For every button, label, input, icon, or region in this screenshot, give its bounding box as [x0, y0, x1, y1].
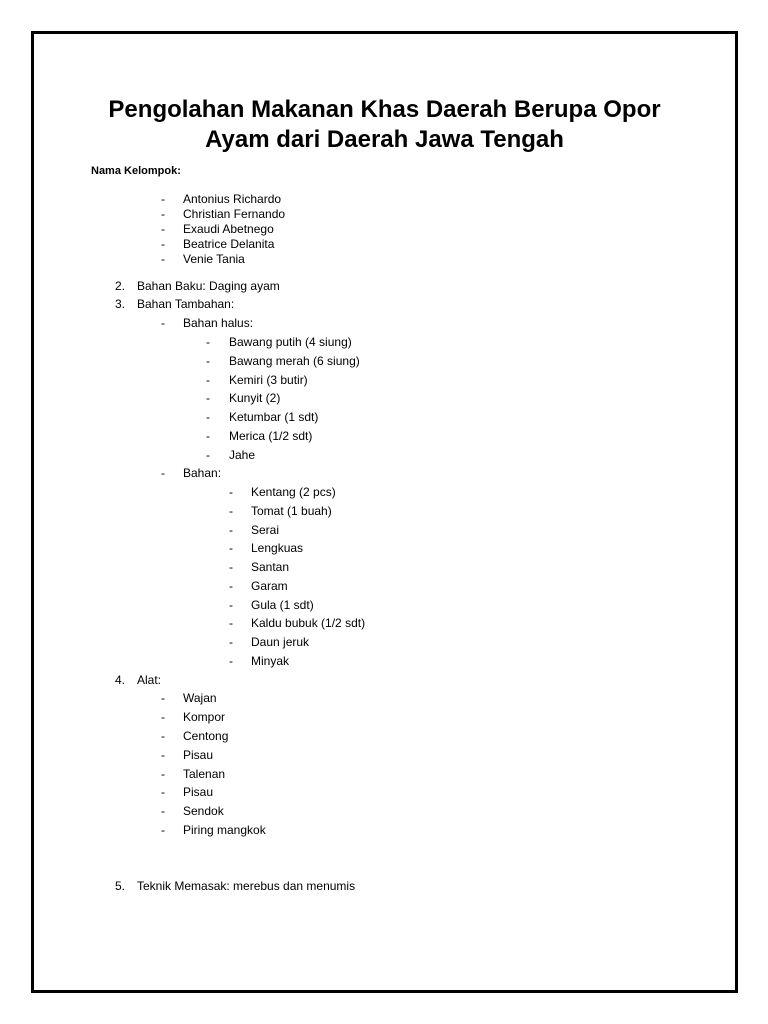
bullet-dash: -: [161, 804, 165, 818]
bullet-dash: -: [161, 316, 165, 330]
bullet-dash: -: [161, 691, 165, 705]
bullet-dash: -: [161, 252, 165, 266]
bullet-dash: -: [206, 354, 210, 368]
sub-heading-label: Bahan halus:: [183, 316, 254, 330]
bullet-dash: -: [229, 654, 233, 668]
bullet-dash: -: [229, 635, 233, 649]
item-number: 5.: [115, 879, 126, 893]
tool-text: Wajan: [183, 691, 217, 705]
bullet-dash: -: [229, 485, 233, 499]
bullet-dash: -: [229, 523, 233, 537]
tool-text: Pisau: [183, 748, 214, 762]
bullet-dash: -: [206, 429, 210, 443]
document-page: [31, 31, 738, 993]
bullet-dash: -: [161, 729, 165, 743]
ingredient-text: Minyak: [251, 654, 290, 668]
bullet-dash: -: [161, 748, 165, 762]
bullet-dash: -: [161, 823, 165, 837]
item-text: Bahan Tambahan:: [137, 297, 235, 311]
bullet-dash: -: [161, 767, 165, 781]
ingredient-text: Merica (1/2 sdt): [229, 429, 313, 443]
bullet-dash: -: [206, 391, 210, 405]
bullet-dash: -: [161, 710, 165, 724]
bullet-dash: -: [229, 616, 233, 630]
bullet-dash: -: [206, 335, 210, 349]
bullet-dash: -: [206, 410, 210, 424]
tool-text: Sendok: [183, 804, 224, 818]
title-line-2: Ayam dari Daerah Jawa Tengah: [205, 126, 564, 153]
ingredient-text: Kunyit (2): [229, 391, 281, 405]
ingredient-text: Kentang (2 pcs): [251, 485, 336, 499]
member-name: Antonius Richardo: [183, 192, 282, 206]
item-text: Bahan Baku: Daging ayam: [137, 279, 280, 293]
bullet-dash: -: [161, 237, 165, 251]
bullet-dash: -: [229, 560, 233, 574]
tool-text: Piring mangkok: [183, 823, 266, 837]
title-line-1: Pengolahan Makanan Khas Daerah Berupa Opor: [108, 96, 661, 123]
ingredient-text: Serai: [251, 523, 280, 537]
tool-text: Talenan: [183, 767, 226, 781]
ingredient-text: Tomat (1 buah): [251, 504, 332, 518]
group-label: Nama Kelompok:: [91, 165, 181, 177]
tool-text: Centong: [183, 729, 229, 743]
ingredient-text: Santan: [251, 560, 290, 574]
document-title: [34, 95, 735, 155]
bullet-dash: -: [229, 579, 233, 593]
ingredient-text: Bawang putih (4 siung): [229, 335, 352, 349]
bullet-dash: -: [161, 192, 165, 206]
ingredient-text: Lengkuas: [251, 541, 304, 555]
bullet-dash: -: [229, 504, 233, 518]
bullet-dash: -: [161, 222, 165, 236]
item-number: 2.: [115, 279, 126, 293]
bullet-dash: -: [229, 598, 233, 612]
ingredient-text: Kemiri (3 butir): [229, 373, 308, 387]
ingredient-text: Ketumbar (1 sdt): [229, 410, 319, 424]
item-text: Teknik Memasak: merebus dan menumis: [137, 879, 356, 893]
member-name: Exaudi Abetnego: [183, 222, 274, 236]
item-number: 4.: [115, 673, 126, 687]
item-text: Alat:: [137, 673, 162, 687]
member-name: Christian Fernando: [183, 207, 286, 221]
bullet-dash: -: [161, 785, 165, 799]
tool-text: Kompor: [183, 710, 226, 724]
ingredient-text: Daun jeruk: [251, 635, 310, 649]
bullet-dash: -: [206, 373, 210, 387]
bullet-dash: -: [206, 448, 210, 462]
ingredient-text: Kaldu bubuk (1/2 sdt): [251, 616, 366, 630]
ingredient-text: Gula (1 sdt): [251, 598, 314, 612]
member-name: Venie Tania: [183, 252, 245, 266]
sub-heading-label: Bahan:: [183, 466, 222, 480]
bullet-dash: -: [161, 207, 165, 221]
bullet-dash: -: [229, 541, 233, 555]
tool-text: Pisau: [183, 785, 214, 799]
ingredient-text: Garam: [251, 579, 288, 593]
member-name: Beatrice Delanita: [183, 237, 275, 251]
ingredient-text: Jahe: [229, 448, 256, 462]
bullet-dash: -: [161, 466, 165, 480]
item-number: 3.: [115, 297, 126, 311]
ingredient-text: Bawang merah (6 siung): [229, 354, 360, 368]
